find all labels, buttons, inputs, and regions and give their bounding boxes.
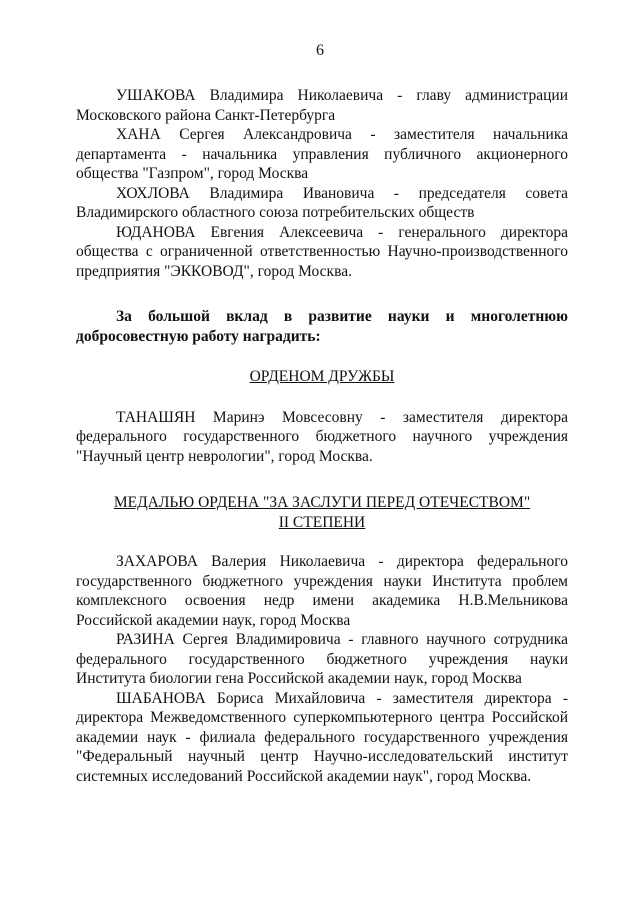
nominee-khan: ХАНА Сергея Александровича - заместителя начальника департамента - начальника управления публичного акционерного общества "Газпром", город Москва [76, 126, 568, 182]
nominee-khokhlov: ХОХЛОВА Владимира Ивановича - председателя совета Владимирского областного союза потребительских обществ [76, 184, 568, 221]
section-title-line1: МЕДАЛЬЮ ОРДЕНА "ЗА ЗАСЛУГИ ПЕРЕД ОТЕЧЕСТВОМ" [113, 494, 531, 511]
nominee-yudanov: ЮДАНОВА Евгения Алексеевича - генерального директора общества с ограниченной ответственностью Научно-производственного предприятия "ЭККОВОД", город Москва. [76, 223, 568, 280]
award-intro: За большой вклад в развитие науки и многолетнюю добросовестную работу наградить: [76, 308, 568, 345]
document-body [76, 86, 568, 786]
page-number: 6 [316, 42, 324, 59]
nominee-razin: РАЗИНА Сергея Владимировича - главного научного сотрудника федерального государственного бюджетного учреждения науки Института биологии гена Российской академии наук, город Москва [76, 631, 568, 687]
section-title-line2: II СТЕПЕНИ [278, 513, 366, 531]
section-heading-medal [76, 493, 568, 532]
nominee-ushakov: УШАКОВА Владимира Николаевича - главу администрации Московского района Санкт-Петербурга [76, 87, 568, 124]
section-title: ОРДЕНОМ ДРУЖБЫ [249, 368, 395, 385]
section-heading-order-of-friendship [76, 367, 568, 387]
nominee-tanashyan: ТАНАШЯН Маринэ Мовсесовну - заместителя директора федерального государственного бюджетного научного учреждения "Научный центр неврологии", город Москва. [76, 408, 568, 465]
nominee-shabanov: ШАБАНОВА Бориса Михайловича - заместителя директора - директора Межведомственного суперкомпьютерного центра Российской академии наук - филиала федерального государственного учреждения "Федеральный научный центр Научно-исследовательский институт системных исследований Российской академии наук", город Москва. [76, 689, 568, 785]
nominee-zakharov: ЗАХАРОВА Валерия Николаевича - директора федерального государственного бюджетного учреждения науки Института проблем комплексного освоения недр имени академика Н.В.Мельникова Российской академии наук, город Москва [76, 553, 568, 629]
